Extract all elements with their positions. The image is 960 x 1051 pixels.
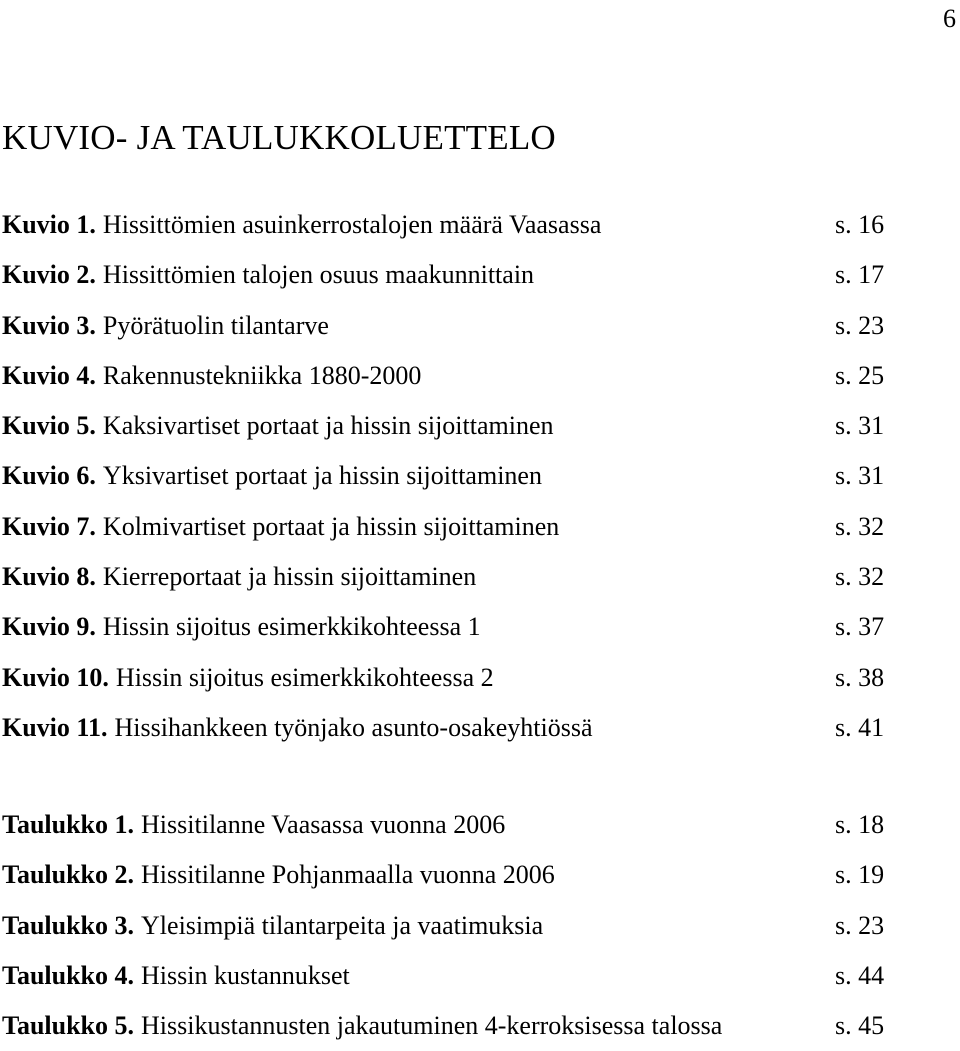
table-label: Taulukko 1. (2, 810, 135, 839)
figure-label: Kuvio 3. (2, 310, 96, 340)
figure-page: s. 41 (835, 712, 885, 742)
figure-title: Yksivartiset portaat ja hissin sijoittaminen (102, 461, 542, 491)
figure-entry (2, 653, 958, 703)
figure-list (2, 200, 958, 753)
table-entry (2, 951, 958, 1001)
figure-entry (2, 301, 958, 351)
figure-page: s. 25 (835, 360, 885, 390)
table-label: Taulukko 5. (2, 1011, 135, 1041)
table-label: Taulukko 4. (2, 960, 135, 990)
figure-title: Hissin sijoitus esimerkkikohteessa 1 (102, 612, 481, 642)
page-number: 6 (943, 4, 956, 33)
figure-label: Kuvio 11. (2, 712, 108, 742)
table-title: Hissin kustannukset (141, 960, 350, 990)
figure-page: s. 37 (835, 612, 885, 642)
table-title: Hissitilanne Pohjanmaalla vuonna 2006 (141, 860, 555, 890)
figure-page: s. 23 (835, 310, 885, 340)
figure-label: Kuvio 8. (2, 562, 96, 592)
table-entry (2, 850, 958, 900)
figure-page: s. 31 (835, 411, 885, 441)
table-title: Hissitilanne Vaasassa vuonna 2006 (141, 810, 506, 839)
table-page: s. 45 (835, 1011, 885, 1041)
table-page: s. 18 (835, 810, 885, 839)
figure-title: Rakennustekniikka 1880-2000 (102, 360, 422, 390)
figure-label: Kuvio 7. (2, 511, 96, 541)
table-label: Taulukko 3. (2, 910, 135, 940)
table-label: Taulukko 2. (2, 860, 135, 890)
figure-entry (2, 401, 958, 451)
figure-entry (2, 200, 958, 250)
figure-entry (2, 602, 958, 652)
figure-entry (2, 502, 958, 552)
figure-title: Kaksivartiset portaat ja hissin sijoittaminen (102, 411, 554, 441)
table-page: s. 23 (835, 910, 885, 940)
figure-page: s. 38 (835, 662, 885, 692)
figure-label: Kuvio 6. (2, 461, 96, 491)
table-title: Hissikustannusten jakautuminen 4-kerroksisessa talossa (141, 1011, 723, 1041)
table-entry (2, 800, 958, 850)
figure-entry (2, 451, 958, 501)
figure-page: s. 17 (835, 260, 885, 290)
figure-page: s. 31 (835, 461, 885, 491)
table-page: s. 44 (835, 960, 885, 990)
figure-label: Kuvio 2. (2, 260, 96, 290)
table-page: s. 19 (835, 860, 885, 890)
figure-page: s. 32 (835, 511, 885, 541)
figure-title: Hissittömien talojen osuus maakunnittain (102, 260, 535, 290)
figure-label: Kuvio 4. (2, 360, 96, 390)
table-entry (2, 1001, 958, 1051)
figure-label: Kuvio 1. (2, 210, 96, 239)
figure-title: Hissihankkeen työnjako asunto-osakeyhtiössä (114, 712, 593, 742)
page-heading: KUVIO- JA TAULUKKOLUETTELO (2, 118, 556, 157)
table-list (2, 800, 958, 1051)
table-title: Yleisimpiä tilantarpeita ja vaatimuksia (141, 910, 544, 940)
figure-page: s. 16 (835, 210, 885, 239)
figure-label: Kuvio 5. (2, 411, 96, 441)
table-entry (2, 901, 958, 951)
figure-title: Kierreportaat ja hissin sijoittaminen (102, 562, 477, 592)
figure-title: Pyörätuolin tilantarve (102, 310, 329, 340)
figure-entry (2, 351, 958, 401)
figure-entry (2, 703, 958, 753)
figure-entry (2, 552, 958, 602)
figure-title: Hissittömien asuinkerrostalojen määrä Vaasassa (102, 210, 602, 239)
figure-entry (2, 250, 958, 300)
figure-label: Kuvio 10. (2, 662, 109, 692)
figure-page: s. 32 (835, 562, 885, 592)
figure-label: Kuvio 9. (2, 612, 96, 642)
figure-title: Hissin sijoitus esimerkkikohteessa 2 (115, 662, 494, 692)
figure-title: Kolmivartiset portaat ja hissin sijoittaminen (102, 511, 560, 541)
